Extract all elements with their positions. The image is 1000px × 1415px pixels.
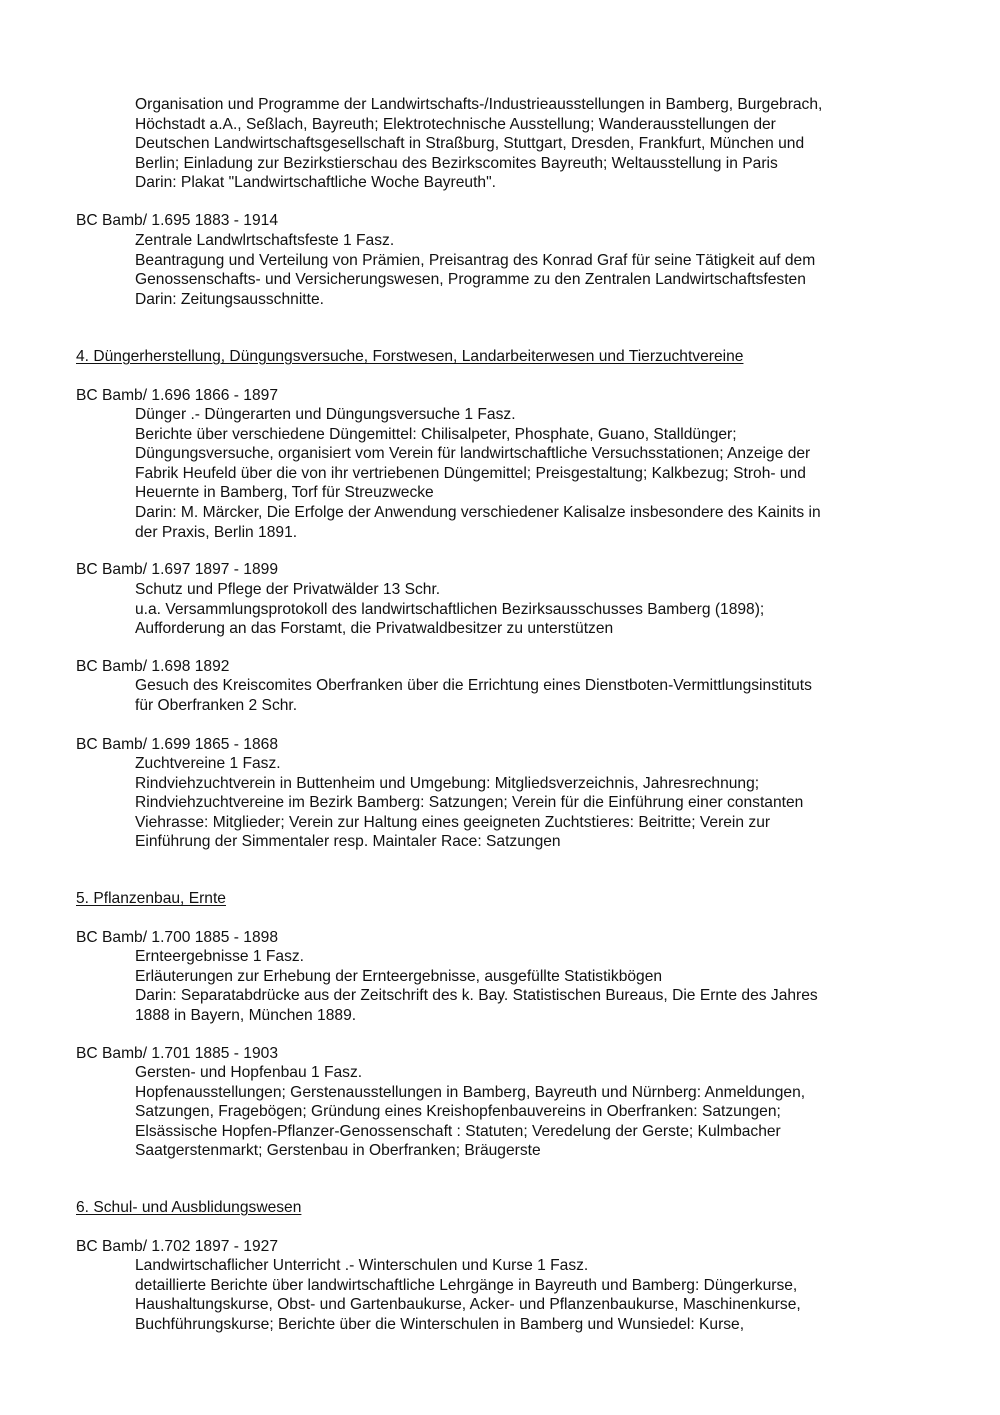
entry-heading: BC Bamb/ 1.698 1892 (76, 658, 230, 675)
section-heading: 4. Düngerherstellung, Düngungsversuche, Forstwesen, Landarbeiterwesen und Tierzuchtvereine (76, 348, 744, 365)
text-line: Erläuterungen zur Erhebung der Ernteergebnisse, ausgefüllte Statistikbögen (135, 967, 663, 985)
text-line: Viehrasse: Mitglieder; Verein zur Haltung eines geeigneten Zuchtstieres: Beitritte; Verein zur (135, 813, 771, 831)
text-line: Beantragung und Verteilung von Prämien, Preisantrag des Konrad Graf für seine Tätigkeit auf dem (135, 251, 816, 269)
text-line: Rindviehzuchtvereine im Bezirk Bamberg: Satzungen; Verein für die Einführung einer constanten (135, 794, 804, 812)
section-heading: 6. Schul- und Ausblidungswesen (76, 1199, 302, 1216)
text-line: Darin: Separatabdrücke aus der Zeitschrift des k. Bay. Statistischen Bureaus, Die Ernte des Jahres (135, 987, 818, 1005)
entry-body (135, 231, 895, 309)
text-line: Darin: M. Märcker, Die Erfolge der Anwendung verschiedener Kalisalze insbesondere des Kainits in (135, 503, 821, 521)
entry-title: Schutz und Pflege der Privatwälder 13 Schr. (135, 581, 441, 598)
text-line: Saatgerstenmarkt; Gerstenbau in Oberfranken; Bräugerste (135, 1142, 541, 1160)
entry-title: Ernteergebnisse 1 Fasz. (135, 948, 305, 965)
entry-heading: BC Bamb/ 1.695 1883 - 1914 (76, 212, 278, 229)
entry-title: Gersten- und Hopfenbau 1 Fasz. (135, 1064, 363, 1081)
text-line: Einführung der Simmentaler resp. Maintaler Race: Satzungen (135, 833, 561, 851)
text-line: Organisation und Programme der Landwirtschafts-/Industrieausstellungen in Bamberg, Burgebrach, (135, 96, 823, 113)
text-line: detaillierte Berichte über landwirtschaftliche Lehrgänge in Bayreuth und Bamberg: Düngerkurse, (135, 1276, 798, 1294)
entry-title: Landwirtschaflicher Unterricht .- Winterschulen und Kurse 1 Fasz. (135, 1257, 589, 1274)
text-line: Satzungen, Fragebögen; Gründung eines Kreishopfenbauvereins in Oberfranken: Satzungen; (135, 1103, 781, 1121)
entry-body (135, 947, 895, 1025)
text-line: Deutschen Landwirtschaftsgesellschaft in Straßburg, Stuttgart, Dresden, Frankfurt, München und (135, 135, 805, 153)
entry-body (135, 1256, 895, 1334)
text-line: Rindviehzuchtverein in Buttenheim und Umgebung: Mitgliedsverzeichnis, Jahresrechnung; (135, 774, 760, 792)
text-line: 1888 in Bayern, München 1889. (135, 1006, 357, 1024)
entry-body (135, 754, 895, 852)
text-line: Darin: Zeitungsausschnitte. (135, 290, 324, 308)
text-line: Höchstadt a.A., Seßlach, Bayreuth; Elektrotechnische Ausstellung; Wanderausstellungen der (135, 115, 776, 133)
continuation-block (135, 95, 895, 193)
text-line: Genossenschafts- und Versicherungswesen, Programme zu den Zentralen Landwirtschaftsfesten (135, 271, 806, 289)
text-line: Darin: Plakat "Landwirtschaftliche Woche Bayreuth". (135, 174, 496, 192)
text-line: für Oberfranken 2 Schr. (135, 696, 298, 714)
text-line: Berlin; Einladung zur Bezirkstierschau des Bezirkscomites Bayreuth; Weltausstellung in Paris (135, 154, 778, 172)
text-line: Hopfenausstellungen; Gerstenausstellungen in Bamberg, Bayreuth und Nürnberg: Anmeldungen, (135, 1083, 806, 1101)
entry-body (135, 405, 895, 542)
entry-title: Dünger .- Düngerarten und Düngungsversuche 1 Fasz. (135, 406, 516, 423)
text-line: Fabrik Heufeld über die von ihr vertriebenen Düngemittel; Preisgestaltung; Kalkbezug; Stroh- und (135, 464, 806, 482)
entry-title: Zuchtvereine 1 Fasz. (135, 755, 281, 772)
text-line: Aufforderung an das Forstamt, die Privatwaldbesitzer zu unterstützen (135, 620, 614, 638)
entry-heading: BC Bamb/ 1.700 1885 - 1898 (76, 929, 278, 946)
text-line: u.a. Versammlungsprotokoll des landwirtschaftlichen Bezirksausschusses Bamberg (1898); (135, 600, 765, 618)
section-heading: 5. Pflanzenbau, Ernte (76, 890, 226, 907)
entry-body (135, 676, 895, 715)
text-line: Berichte über verschiedene Düngemittel: Chilisalpeter, Phosphate, Guano, Stalldünger; (135, 425, 737, 443)
entry-heading: BC Bamb/ 1.697 1897 - 1899 (76, 561, 278, 578)
text-line: Haushaltungskurse, Obst- und Gartenbaukurse, Acker- und Pflanzenbaukurse, Maschinenkurse, (135, 1296, 801, 1314)
entry-body (135, 580, 895, 639)
text-line: Heuernte in Bamberg, Torf für Streuzwecke (135, 484, 434, 502)
entry-body (135, 1063, 895, 1161)
entry-heading: BC Bamb/ 1.701 1885 - 1903 (76, 1045, 278, 1062)
text-line: Düngungsversuche, organisiert vom Verein für landwirtschaftliche Versuchsstationen; Anzeige der (135, 445, 811, 463)
text-line: Buchführungskurse; Berichte über die Winterschulen in Bamberg und Wunsiedel: Kurse, (135, 1315, 745, 1333)
text-line: der Praxis, Berlin 1891. (135, 523, 298, 541)
entry-heading: BC Bamb/ 1.702 1897 - 1927 (76, 1238, 278, 1255)
entry-heading: BC Bamb/ 1.696 1866 - 1897 (76, 387, 278, 404)
entry-heading: BC Bamb/ 1.699 1865 - 1868 (76, 736, 278, 753)
entry-title: Gesuch des Kreiscomites Oberfranken über die Errichtung eines Dienstboten-Vermittlungsinstituts (135, 677, 812, 694)
text-line: Elsässische Hopfen-Pflanzer-Genossenschaft : Statuten; Veredelung der Gerste; Kulmbacher (135, 1122, 781, 1140)
entry-title: Zentrale Landwlrtschaftsfeste 1 Fasz. (135, 232, 395, 249)
